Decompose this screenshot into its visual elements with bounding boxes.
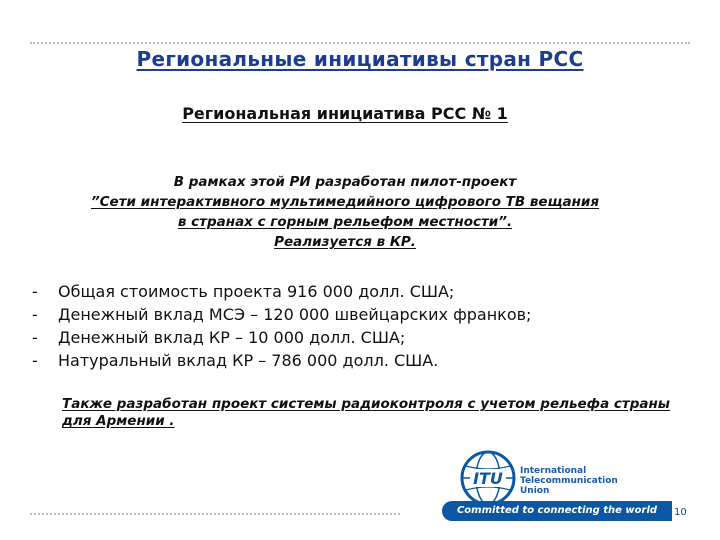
- page-number: 10: [674, 507, 687, 518]
- pilot-line-1: В рамках этой РИ разработан пилот-проект: [173, 174, 517, 190]
- itu-abbr: ITU: [473, 469, 503, 488]
- bullet-dash: -: [32, 351, 38, 370]
- cost-bullet-list: [32, 280, 702, 372]
- itu-tagline: Committed to connecting the world: [442, 501, 672, 521]
- initiative-subtitle: Региональная инициатива РСС № 1: [182, 104, 508, 123]
- pilot-line-2: ”Сети интерактивного мультимедийного цифрового ТВ вещания: [90, 194, 600, 210]
- bottom-dotted-rule: [30, 513, 400, 515]
- itu-globe-icon: [460, 450, 516, 506]
- bullet-item: [32, 349, 702, 372]
- bullet-dash: -: [32, 305, 38, 324]
- pilot-project-paragraph: [0, 172, 690, 252]
- bullet-item: [32, 303, 702, 326]
- bullet-item: [32, 326, 702, 349]
- top-dotted-rule: [30, 42, 690, 44]
- bullet-item: [32, 280, 702, 303]
- bullet-text: Денежный вклад МСЭ – 120 000 швейцарских франков;: [58, 305, 532, 324]
- itu-name-line: International: [520, 466, 587, 476]
- itu-name-line: Union: [520, 486, 550, 496]
- bullet-text: Общая стоимость проекта 916 000 долл. США;: [58, 282, 455, 301]
- bullet-dash: -: [32, 328, 38, 347]
- pilot-line-3: в странах с горным рельефом местности”.: [177, 214, 513, 230]
- itu-name: [520, 466, 618, 496]
- itu-logo: [442, 446, 672, 524]
- pilot-line-4: Реализуется в КР.: [274, 234, 416, 250]
- itu-name-line: Telecommunication: [520, 476, 618, 486]
- bullet-dash: -: [32, 282, 38, 301]
- bullet-text: Денежный вклад КР – 10 000 долл. США;: [58, 328, 406, 347]
- bullet-text: Натуральный вклад КР – 786 000 долл. США.: [58, 351, 439, 370]
- slide-title: Региональные инициативы стран РСС: [136, 47, 584, 71]
- armenia-note: Также разработан проект системы радиоконтроля с учетом рельефа страны для Армении .: [62, 396, 671, 429]
